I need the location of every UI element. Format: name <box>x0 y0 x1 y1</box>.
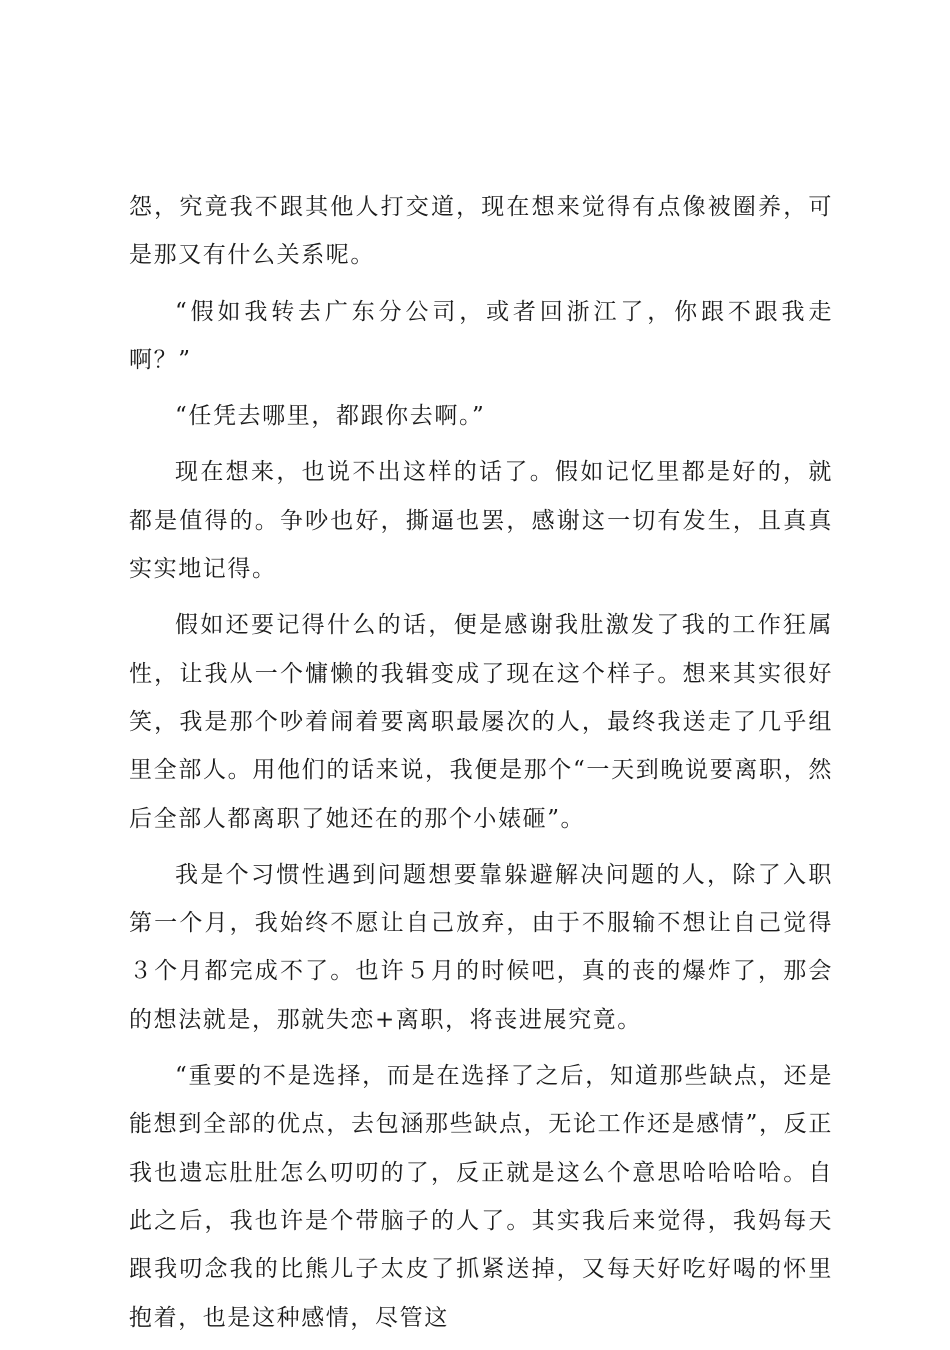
paragraph-7: “重要的不是选择，而是在选择了之后，知道那些缺点，还是能想到全部的优点，去包涵那些缺点，无论工作还是感情”，反正我也遗忘肚肚怎么叨叨的了，反正就是这么个意思哈哈哈哈。自此之后，我也许是个带脑子的人了。其实我后来觉得，我妈每天跟我叨念我的比熊儿子太皮了抓紧送掉，又每天好吃好喝的怀里抱着，也是这种感情，尽管这 <box>129 1063 833 1331</box>
paragraph-2: “假如我转去广东分公司，或者回浙江了，你跟不跟我走啊？” <box>129 298 833 373</box>
paragraph-1: 怨，究竟我不跟其他人打交道，现在想来觉得有点像被圈养，可是那又有什么关系呢。 <box>129 194 833 269</box>
paragraph-6: 我是个习惯性遇到问题想要靠躲避解决问题的人，除了入职第一个月，我始终不愿让自己放弃，由于不服输不想让自己觉得３个月都完成不了。也许５月的时候吧，真的丧的爆炸了，那会的想法就是，那就失恋+离职，将丧进展究竟。 <box>129 861 833 1033</box>
paragraph-3: “任凭去哪里，都跟你去啊。” <box>175 403 486 430</box>
document-body <box>129 183 833 1350</box>
paragraph-5: 假如还要记得什么的话，便是感谢我肚激发了我的工作狂属性，让我从一个慵懒的我辑变成了现在这个样子。想来其实很好笑，我是那个吵着闹着要离职最屡次的人，最终我送走了几乎组里全部人。用他们的话来说，我便是那个“一天到晚说要离职，然后全部人都离职了她还在的那个小婊砸”。 <box>129 612 833 832</box>
paragraph-4: 现在想来，也说不出这样的话了。假如记忆里都是好的，就都是值得的。争吵也好，撕逼也罢，感谢这一切有发生，且真真实实地记得。 <box>129 459 833 583</box>
